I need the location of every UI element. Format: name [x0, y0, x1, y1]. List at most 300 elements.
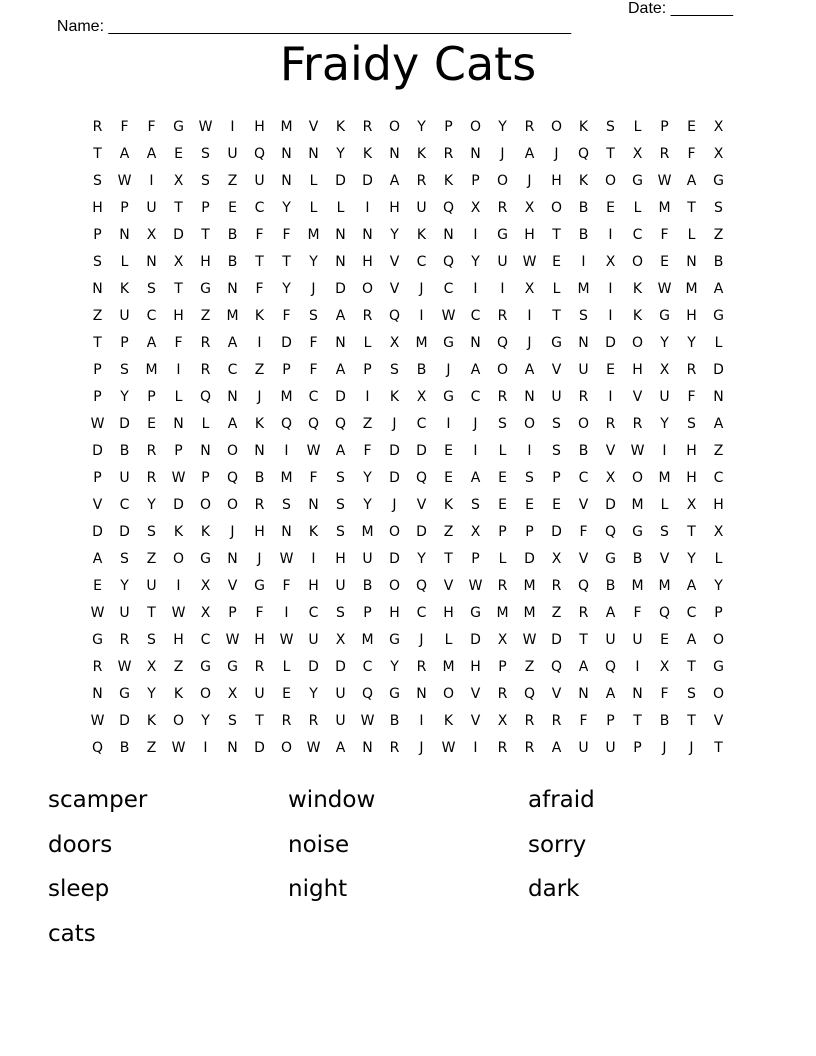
grid-letter[interactable]: X	[713, 119, 724, 135]
grid-letter[interactable]: N	[470, 335, 481, 351]
grid-letter[interactable]: X	[524, 200, 535, 216]
grid-letter[interactable]: R	[416, 659, 427, 675]
grid-letter[interactable]: R	[362, 119, 373, 135]
grid-letter[interactable]: P	[606, 713, 615, 729]
grid-letter[interactable]: V	[92, 497, 103, 513]
grid-letter[interactable]: R	[551, 578, 562, 594]
grid-letter[interactable]: A	[686, 578, 697, 594]
grid-letter[interactable]: U	[254, 686, 265, 702]
grid-letter[interactable]: U	[146, 200, 157, 216]
grid-letter[interactable]: G	[470, 605, 481, 621]
grid-letter[interactable]: N	[335, 335, 346, 351]
grid-letter[interactable]: X	[200, 605, 211, 621]
grid-letter[interactable]: W	[360, 713, 375, 729]
grid-letter[interactable]: K	[335, 119, 346, 135]
grid-letter[interactable]: M	[145, 362, 158, 378]
grid-letter[interactable]: R	[524, 119, 535, 135]
grid-letter[interactable]: K	[578, 119, 589, 135]
grid-letter[interactable]: N	[524, 389, 535, 405]
grid-letter[interactable]: T	[255, 254, 264, 270]
grid-letter[interactable]: I	[581, 254, 586, 270]
grid-letter[interactable]: E	[282, 686, 291, 702]
grid-letter[interactable]: F	[309, 470, 318, 486]
grid-letter[interactable]: N	[308, 497, 319, 513]
grid-letter[interactable]: X	[713, 524, 724, 540]
grid-letter[interactable]: D	[119, 416, 130, 432]
grid-letter[interactable]: T	[552, 308, 561, 324]
grid-letter[interactable]: P	[633, 740, 642, 756]
grid-letter[interactable]: V	[605, 443, 616, 459]
grid-letter[interactable]: S	[579, 308, 588, 324]
grid-letter[interactable]: V	[551, 686, 562, 702]
grid-letter[interactable]: H	[173, 632, 184, 648]
grid-letter[interactable]: G	[227, 659, 238, 675]
grid-letter[interactable]: G	[551, 335, 562, 351]
grid-letter[interactable]: X	[389, 335, 400, 351]
grid-letter[interactable]: N	[335, 227, 346, 243]
grid-letter[interactable]: B	[119, 740, 130, 756]
grid-letter[interactable]: H	[686, 443, 697, 459]
grid-letter[interactable]: P	[93, 362, 102, 378]
grid-letter[interactable]: A	[335, 362, 346, 378]
grid-letter[interactable]: N	[686, 254, 697, 270]
grid-letter[interactable]: Y	[390, 227, 399, 243]
grid-letter[interactable]: M	[523, 578, 536, 594]
grid-letter[interactable]: R	[497, 686, 508, 702]
grid-letter[interactable]: U	[578, 740, 589, 756]
grid-letter[interactable]: W	[279, 551, 294, 567]
grid-letter[interactable]: S	[660, 524, 669, 540]
name-field-label[interactable]: Name: ____________________________________________________	[56, 18, 572, 35]
grid-letter[interactable]: B	[605, 578, 616, 594]
grid-letter[interactable]: T	[93, 335, 102, 351]
grid-letter[interactable]: Y	[390, 659, 399, 675]
grid-letter[interactable]: Y	[363, 470, 372, 486]
grid-letter[interactable]: Z	[551, 605, 562, 621]
grid-letter[interactable]: N	[416, 686, 427, 702]
grid-letter[interactable]: X	[416, 389, 427, 405]
grid-letter[interactable]: A	[713, 281, 724, 297]
grid-letter[interactable]: Y	[660, 416, 669, 432]
grid-letter[interactable]: S	[687, 686, 696, 702]
grid-letter[interactable]: U	[308, 632, 319, 648]
grid-letter[interactable]: K	[308, 524, 319, 540]
grid-letter[interactable]: N	[173, 416, 184, 432]
grid-letter[interactable]: D	[713, 362, 724, 378]
date-field-label[interactable]: Date: _______	[628, 0, 733, 17]
grid-letter[interactable]: Y	[660, 335, 669, 351]
grid-letter[interactable]: R	[146, 443, 157, 459]
grid-letter[interactable]: Q	[523, 686, 536, 702]
grid-letter[interactable]: E	[228, 200, 237, 216]
grid-letter[interactable]: C	[578, 470, 589, 486]
grid-letter[interactable]: C	[713, 470, 724, 486]
grid-letter[interactable]: I	[500, 281, 505, 297]
grid-letter[interactable]: Y	[309, 254, 318, 270]
grid-letter[interactable]: G	[443, 389, 454, 405]
grid-letter[interactable]: H	[686, 470, 697, 486]
grid-letter[interactable]: S	[471, 497, 480, 513]
grid-letter[interactable]: P	[120, 335, 129, 351]
grid-letter[interactable]: C	[119, 497, 130, 513]
grid-letter[interactable]: R	[281, 713, 292, 729]
grid-letter[interactable]: L	[660, 497, 669, 513]
grid-letter[interactable]: S	[120, 362, 129, 378]
grid-letter[interactable]: L	[309, 200, 318, 216]
grid-letter[interactable]: T	[579, 632, 588, 648]
grid-letter[interactable]: M	[307, 227, 320, 243]
grid-letter[interactable]: D	[605, 335, 616, 351]
grid-letter[interactable]: F	[309, 335, 318, 351]
grid-letter[interactable]: K	[578, 173, 589, 189]
grid-letter[interactable]: X	[173, 254, 184, 270]
grid-letter[interactable]: C	[254, 200, 265, 216]
grid-letter[interactable]: S	[201, 173, 210, 189]
grid-letter[interactable]: V	[308, 119, 319, 135]
grid-letter[interactable]: K	[443, 497, 454, 513]
grid-letter[interactable]: G	[632, 173, 643, 189]
grid-letter[interactable]: W	[657, 281, 672, 297]
grid-letter[interactable]: V	[632, 389, 643, 405]
grid-letter[interactable]: W	[117, 173, 132, 189]
grid-letter[interactable]: P	[201, 200, 210, 216]
grid-letter[interactable]: P	[201, 470, 210, 486]
grid-letter[interactable]: O	[631, 335, 644, 351]
grid-letter[interactable]: Y	[120, 389, 129, 405]
grid-letter[interactable]: R	[119, 632, 130, 648]
grid-letter[interactable]: M	[496, 605, 509, 621]
grid-letter[interactable]: V	[578, 551, 589, 567]
grid-letter[interactable]: R	[497, 578, 508, 594]
grid-letter[interactable]: W	[90, 605, 105, 621]
grid-letter[interactable]: E	[444, 443, 453, 459]
grid-letter[interactable]: P	[552, 470, 561, 486]
grid-letter[interactable]: H	[632, 362, 643, 378]
grid-letter[interactable]: N	[254, 443, 265, 459]
grid-letter[interactable]: Q	[550, 659, 563, 675]
grid-letter[interactable]: M	[631, 578, 644, 594]
grid-letter[interactable]: H	[470, 659, 481, 675]
grid-letter[interactable]: R	[578, 389, 589, 405]
grid-letter[interactable]: L	[201, 416, 210, 432]
grid-letter[interactable]: K	[119, 281, 130, 297]
grid-letter[interactable]: F	[687, 146, 696, 162]
grid-letter[interactable]: R	[605, 416, 616, 432]
grid-letter[interactable]: R	[524, 713, 535, 729]
grid-letter[interactable]: H	[524, 227, 535, 243]
grid-letter[interactable]: G	[200, 659, 211, 675]
grid-letter[interactable]: E	[660, 632, 669, 648]
grid-letter[interactable]: L	[498, 443, 507, 459]
grid-letter[interactable]: Q	[496, 335, 509, 351]
grid-letter[interactable]: S	[336, 470, 345, 486]
grid-letter[interactable]: S	[147, 281, 156, 297]
grid-letter[interactable]: P	[93, 389, 102, 405]
grid-letter[interactable]: C	[200, 632, 211, 648]
grid-letter[interactable]: L	[282, 659, 291, 675]
grid-letter[interactable]: O	[172, 551, 185, 567]
grid-letter[interactable]: O	[469, 119, 482, 135]
grid-letter[interactable]: O	[280, 740, 293, 756]
grid-letter[interactable]: A	[335, 308, 346, 324]
grid-letter[interactable]: M	[658, 200, 671, 216]
grid-letter[interactable]: A	[119, 146, 130, 162]
grid-letter[interactable]: T	[174, 281, 183, 297]
grid-letter[interactable]: X	[146, 227, 157, 243]
grid-letter[interactable]: A	[227, 335, 238, 351]
grid-letter[interactable]: T	[633, 713, 642, 729]
grid-letter[interactable]: V	[443, 578, 454, 594]
grid-letter[interactable]: A	[470, 362, 481, 378]
grid-letter[interactable]: J	[527, 173, 532, 189]
grid-letter[interactable]: F	[579, 524, 588, 540]
grid-letter[interactable]: U	[578, 362, 589, 378]
grid-letter[interactable]: X	[659, 362, 670, 378]
grid-letter[interactable]: H	[551, 173, 562, 189]
grid-letter[interactable]: F	[660, 227, 669, 243]
grid-letter[interactable]: N	[389, 146, 400, 162]
grid-letter[interactable]: Y	[687, 551, 696, 567]
grid-letter[interactable]: N	[281, 173, 292, 189]
grid-letter[interactable]: D	[416, 443, 427, 459]
grid-letter[interactable]: G	[389, 632, 400, 648]
grid-letter[interactable]: N	[308, 146, 319, 162]
grid-letter[interactable]: X	[146, 659, 157, 675]
grid-letter[interactable]: E	[660, 254, 669, 270]
grid-letter[interactable]: A	[146, 146, 157, 162]
grid-letter[interactable]: H	[362, 254, 373, 270]
grid-letter[interactable]: S	[228, 713, 237, 729]
grid-letter[interactable]: H	[686, 308, 697, 324]
grid-letter[interactable]: L	[687, 227, 696, 243]
grid-letter[interactable]: I	[473, 443, 478, 459]
grid-letter[interactable]: Y	[363, 497, 372, 513]
grid-letter[interactable]: Q	[226, 470, 239, 486]
grid-letter[interactable]: K	[443, 713, 454, 729]
grid-letter[interactable]: R	[92, 659, 103, 675]
grid-letter[interactable]: R	[497, 308, 508, 324]
grid-letter[interactable]: A	[524, 146, 535, 162]
grid-letter[interactable]: R	[551, 713, 562, 729]
grid-letter[interactable]: W	[468, 578, 483, 594]
grid-letter[interactable]: U	[146, 578, 157, 594]
grid-letter[interactable]: N	[281, 524, 292, 540]
grid-letter[interactable]: K	[416, 146, 427, 162]
grid-letter[interactable]: D	[551, 524, 562, 540]
grid-letter[interactable]: H	[254, 119, 265, 135]
grid-letter[interactable]: G	[713, 308, 724, 324]
grid-letter[interactable]: W	[171, 470, 186, 486]
grid-letter[interactable]: B	[362, 578, 373, 594]
grid-letter[interactable]: N	[227, 740, 238, 756]
grid-letter[interactable]: T	[93, 146, 102, 162]
grid-letter[interactable]: U	[119, 605, 130, 621]
grid-letter[interactable]: Y	[147, 497, 156, 513]
grid-letter[interactable]: A	[92, 551, 103, 567]
grid-letter[interactable]: R	[254, 497, 265, 513]
grid-letter[interactable]: Z	[713, 227, 724, 243]
grid-letter[interactable]: K	[200, 524, 211, 540]
grid-letter[interactable]: J	[419, 632, 424, 648]
grid-letter[interactable]: Y	[687, 335, 696, 351]
grid-letter[interactable]: U	[335, 713, 346, 729]
grid-letter[interactable]: Q	[577, 578, 590, 594]
grid-letter[interactable]: S	[336, 605, 345, 621]
grid-letter[interactable]: X	[713, 146, 724, 162]
grid-letter[interactable]: Y	[147, 686, 156, 702]
grid-letter[interactable]: C	[416, 416, 427, 432]
grid-letter[interactable]: X	[227, 686, 238, 702]
grid-letter[interactable]: I	[257, 335, 262, 351]
grid-letter[interactable]: T	[444, 551, 453, 567]
grid-letter[interactable]: J	[230, 524, 235, 540]
grid-letter[interactable]: P	[471, 551, 480, 567]
grid-letter[interactable]: Q	[415, 470, 428, 486]
grid-letter[interactable]: O	[631, 254, 644, 270]
grid-letter[interactable]: P	[174, 443, 183, 459]
grid-letter[interactable]: W	[198, 119, 213, 135]
grid-letter[interactable]: G	[92, 632, 103, 648]
grid-letter[interactable]: Y	[714, 578, 723, 594]
grid-letter[interactable]: H	[389, 200, 400, 216]
grid-letter[interactable]: S	[390, 362, 399, 378]
grid-letter[interactable]: L	[309, 173, 318, 189]
grid-letter[interactable]: Y	[282, 281, 291, 297]
grid-letter[interactable]: O	[604, 173, 617, 189]
grid-letter[interactable]: D	[389, 551, 400, 567]
grid-letter[interactable]: G	[200, 281, 211, 297]
grid-letter[interactable]: N	[146, 254, 157, 270]
grid-letter[interactable]: I	[230, 119, 235, 135]
grid-letter[interactable]: Y	[417, 119, 426, 135]
grid-letter[interactable]: D	[119, 713, 130, 729]
grid-letter[interactable]: Z	[227, 173, 238, 189]
grid-letter[interactable]: L	[714, 335, 723, 351]
grid-letter[interactable]: N	[335, 254, 346, 270]
grid-letter[interactable]: J	[446, 362, 451, 378]
grid-letter[interactable]: O	[361, 281, 374, 297]
grid-letter[interactable]: T	[147, 605, 156, 621]
grid-letter[interactable]: B	[578, 227, 589, 243]
grid-letter[interactable]: C	[362, 659, 373, 675]
grid-letter[interactable]: J	[419, 740, 424, 756]
grid-letter[interactable]: D	[254, 740, 265, 756]
grid-letter[interactable]: D	[335, 389, 346, 405]
grid-letter[interactable]: I	[446, 416, 451, 432]
grid-letter[interactable]: P	[363, 605, 372, 621]
grid-letter[interactable]: S	[309, 308, 318, 324]
grid-letter[interactable]: E	[687, 119, 696, 135]
grid-letter[interactable]: X	[686, 497, 697, 513]
grid-letter[interactable]: B	[659, 713, 670, 729]
grid-letter[interactable]: X	[551, 551, 562, 567]
grid-letter[interactable]: W	[522, 632, 537, 648]
grid-letter[interactable]: I	[635, 659, 640, 675]
grid-letter[interactable]: W	[306, 740, 321, 756]
grid-letter[interactable]: M	[361, 524, 374, 540]
grid-letter[interactable]: P	[93, 470, 102, 486]
grid-letter[interactable]: T	[282, 254, 291, 270]
grid-letter[interactable]: J	[500, 146, 505, 162]
grid-letter[interactable]: X	[173, 173, 184, 189]
grid-letter[interactable]: D	[605, 497, 616, 513]
grid-letter[interactable]: Z	[713, 443, 724, 459]
grid-letter[interactable]: G	[254, 578, 265, 594]
grid-letter[interactable]: M	[658, 470, 671, 486]
grid-letter[interactable]: I	[284, 605, 289, 621]
grid-letter[interactable]: T	[552, 227, 561, 243]
grid-letter[interactable]: E	[498, 470, 507, 486]
grid-letter[interactable]: K	[173, 686, 184, 702]
grid-letter[interactable]: I	[608, 227, 613, 243]
grid-letter[interactable]: C	[470, 308, 481, 324]
grid-letter[interactable]: W	[441, 308, 456, 324]
grid-letter[interactable]: U	[605, 740, 616, 756]
grid-letter[interactable]: E	[174, 146, 183, 162]
grid-letter[interactable]: S	[147, 632, 156, 648]
grid-letter[interactable]: Q	[334, 416, 347, 432]
grid-letter[interactable]: Q	[604, 524, 617, 540]
grid-letter[interactable]: B	[227, 227, 238, 243]
grid-letter[interactable]: H	[713, 497, 724, 513]
grid-letter[interactable]: D	[524, 551, 535, 567]
grid-letter[interactable]: E	[147, 416, 156, 432]
grid-letter[interactable]: F	[309, 362, 318, 378]
grid-letter[interactable]: R	[497, 740, 508, 756]
grid-letter[interactable]: U	[632, 632, 643, 648]
grid-letter[interactable]: Q	[442, 254, 455, 270]
grid-letter[interactable]: X	[497, 713, 508, 729]
grid-letter[interactable]: B	[254, 470, 265, 486]
grid-letter[interactable]: O	[550, 200, 563, 216]
grid-letter[interactable]: W	[225, 632, 240, 648]
grid-letter[interactable]: U	[227, 146, 238, 162]
grid-letter[interactable]: V	[389, 254, 400, 270]
grid-letter[interactable]: X	[605, 254, 616, 270]
grid-letter[interactable]: O	[496, 173, 509, 189]
grid-letter[interactable]: O	[226, 497, 239, 513]
grid-letter[interactable]: O	[199, 497, 212, 513]
grid-letter[interactable]: J	[527, 335, 532, 351]
grid-letter[interactable]: P	[147, 389, 156, 405]
grid-letter[interactable]: K	[254, 416, 265, 432]
grid-letter[interactable]: A	[713, 416, 724, 432]
grid-letter[interactable]: N	[362, 740, 373, 756]
grid-letter[interactable]: R	[200, 362, 211, 378]
grid-letter[interactable]: K	[632, 281, 643, 297]
grid-letter[interactable]: P	[363, 362, 372, 378]
grid-letter[interactable]: V	[713, 713, 724, 729]
grid-letter[interactable]: I	[176, 362, 181, 378]
grid-letter[interactable]: N	[227, 389, 238, 405]
grid-letter[interactable]: S	[93, 173, 102, 189]
grid-letter[interactable]: R	[497, 200, 508, 216]
grid-letter[interactable]: Z	[92, 308, 103, 324]
grid-letter[interactable]: D	[173, 227, 184, 243]
grid-letter[interactable]: P	[282, 362, 291, 378]
grid-letter[interactable]: R	[416, 173, 427, 189]
grid-letter[interactable]: G	[713, 659, 724, 675]
grid-letter[interactable]: Q	[604, 659, 617, 675]
grid-letter[interactable]: H	[254, 524, 265, 540]
grid-letter[interactable]: O	[388, 578, 401, 594]
grid-letter[interactable]: E	[606, 200, 615, 216]
grid-letter[interactable]: Q	[91, 740, 104, 756]
grid-letter[interactable]: H	[200, 254, 211, 270]
grid-letter[interactable]: T	[174, 200, 183, 216]
grid-letter[interactable]: C	[308, 389, 319, 405]
grid-letter[interactable]: F	[282, 308, 291, 324]
